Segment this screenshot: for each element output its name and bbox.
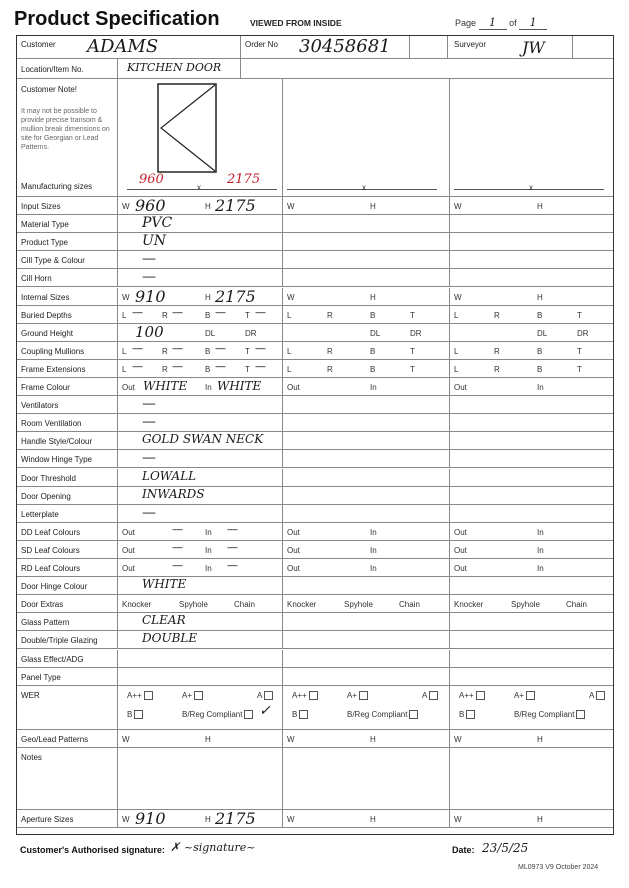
in-label: In (205, 545, 212, 555)
row-label: Ventilators (21, 401, 59, 411)
buried-dash[interactable]: — (255, 305, 266, 319)
h-label: H (370, 814, 376, 824)
row-value[interactable]: LOWALL (142, 468, 197, 483)
b-label: B (370, 364, 376, 374)
w-label: W (454, 734, 462, 744)
input-height[interactable]: 2175 (215, 196, 256, 215)
row-value[interactable]: PVC (142, 215, 173, 232)
leaf-out-dash[interactable]: — (172, 559, 183, 572)
b-label: B (205, 310, 211, 320)
t-label: T (245, 364, 250, 374)
h-label: H (205, 202, 211, 211)
r-label: R (494, 364, 500, 374)
form-row (17, 360, 613, 378)
out-label: Out (287, 564, 300, 573)
l-label: L (287, 310, 292, 320)
in-label: In (537, 545, 544, 555)
wer-app[interactable]: A++ (459, 691, 485, 700)
out-label: Out (122, 545, 135, 555)
row-label: Cill Type & Colour (21, 256, 85, 266)
frame_ext-dash[interactable]: — (172, 359, 183, 373)
out-label: Out (122, 527, 135, 537)
in-label: In (537, 527, 544, 537)
out-label: Out (122, 383, 135, 392)
in-label: In (370, 545, 377, 555)
wer-breg[interactable]: B/Reg Compliant (182, 710, 253, 719)
row-value[interactable]: — (142, 414, 156, 431)
w-label: W (287, 202, 295, 211)
form-row (17, 650, 613, 668)
viewed-from-label: VIEWED FROM INSIDE (250, 18, 342, 28)
form-row (17, 730, 613, 748)
chain-label: Chain (566, 600, 587, 610)
form-row (17, 432, 613, 450)
row-label: Glass Pattern (21, 618, 70, 628)
leaf-in-dash[interactable]: — (227, 522, 238, 536)
dl-label: DL (537, 328, 548, 338)
h-label: H (537, 814, 543, 824)
row-label: Letterplate (21, 509, 59, 519)
signature-label: Customer's Authorised signature: (20, 845, 165, 855)
h-label: H (205, 814, 211, 824)
frame-in-colour[interactable]: WHITE (217, 379, 262, 393)
form-row (17, 450, 613, 468)
h-label: H (370, 292, 376, 302)
r-label: R (494, 310, 500, 320)
form-row (17, 378, 613, 396)
form-row (17, 306, 613, 324)
l-label: L (454, 310, 459, 320)
wer-app[interactable]: A++ (292, 691, 318, 700)
b-label: B (537, 346, 543, 356)
r-label: R (494, 346, 500, 356)
form-row (17, 748, 613, 810)
in-label: In (370, 527, 377, 537)
row-label: Panel Type (21, 672, 61, 682)
dr-label: DR (577, 328, 589, 338)
l-label: L (287, 364, 292, 374)
h-label: H (537, 292, 543, 302)
b-label: B (537, 310, 543, 320)
wer-a[interactable]: A (257, 691, 273, 700)
dr-label: DR (410, 328, 422, 338)
form-row (17, 197, 613, 215)
form-row (17, 251, 613, 269)
w-label: W (287, 814, 295, 824)
ground-height-value[interactable]: 100 (135, 322, 164, 341)
row-value[interactable]: UN (142, 233, 167, 250)
row-value[interactable]: CLEAR (142, 613, 186, 628)
r-label: R (327, 346, 333, 356)
out-label: Out (454, 527, 467, 537)
b-label: B (370, 346, 376, 356)
h-label: H (537, 202, 543, 211)
spyhole-label: Spyhole (344, 600, 373, 610)
row-value[interactable]: — (142, 251, 156, 268)
t-label: T (245, 346, 250, 356)
page-no: 1 (479, 16, 507, 30)
leaf-out-dash[interactable]: — (172, 540, 183, 554)
spyhole-label: Spyhole (511, 600, 540, 610)
buried-dash[interactable]: — (132, 305, 143, 319)
r-label: R (327, 310, 333, 320)
buried-dash[interactable]: — (215, 305, 226, 319)
knocker-label: Knocker (122, 600, 152, 610)
frame_ext-dash[interactable]: — (132, 359, 143, 373)
in-label: In (370, 383, 377, 392)
b-label: B (370, 310, 376, 320)
w-label: W (454, 814, 462, 824)
buried-dash[interactable]: — (172, 305, 183, 319)
form-row (17, 541, 613, 559)
row-label: Double/Triple Glazing (21, 636, 98, 646)
row-label: Door Extras (21, 600, 64, 610)
form-row (17, 559, 613, 577)
form-row (17, 505, 613, 523)
leaf-out-dash[interactable]: — (172, 522, 183, 536)
internal-width[interactable]: 910 (135, 286, 166, 306)
form-row (17, 342, 613, 360)
t-label: T (577, 364, 582, 374)
t-label: T (410, 310, 415, 320)
door-opening-diagram (157, 83, 219, 175)
in-label: In (370, 564, 377, 573)
r-label: R (162, 364, 168, 374)
wer-app[interactable]: A++ (127, 691, 153, 700)
l-label: L (122, 310, 127, 320)
b-label: B (205, 364, 211, 374)
knocker-label: Knocker (454, 600, 484, 610)
spyhole-label: Spyhole (179, 600, 208, 610)
page-number (455, 16, 547, 30)
coupling-dash[interactable]: — (172, 341, 183, 355)
wer-ap[interactable]: A+ (514, 691, 535, 700)
surveyor-value[interactable]: JW (522, 38, 545, 57)
dl-label: DL (205, 328, 216, 338)
order-label: Order No (245, 40, 278, 49)
in-label: In (205, 564, 212, 573)
form-row (17, 810, 613, 828)
form-row (17, 288, 613, 306)
customer-value[interactable]: ADAMS (87, 36, 159, 57)
row-label: Coupling Mullions (21, 346, 85, 356)
form-row (17, 469, 613, 487)
r-label: R (162, 346, 168, 356)
form-row (17, 215, 613, 233)
mfg-label: Manufacturing sizes (21, 182, 93, 191)
row-value[interactable]: INWARDS (142, 486, 205, 501)
wer-ap[interactable]: A+ (182, 691, 203, 700)
location-label: Location/Item No. (21, 65, 84, 74)
in-label: In (205, 527, 212, 537)
surveyor-label: Surveyor (454, 40, 487, 49)
t-label: T (245, 310, 250, 320)
page-total: 1 (519, 16, 547, 30)
out-label: Out (122, 564, 135, 573)
form-row (17, 577, 613, 595)
out-label: Out (287, 527, 300, 537)
t-label: T (577, 310, 582, 320)
w-label: W (287, 734, 295, 744)
in-label: In (205, 383, 212, 392)
wer-b[interactable]: B (292, 710, 308, 719)
leaf-in-dash[interactable]: — (227, 559, 238, 572)
row-value[interactable]: — (142, 269, 156, 286)
customer-signature: ✗ ~signature~ (170, 840, 256, 854)
location-value[interactable]: KITCHEN DOOR (127, 61, 222, 74)
row-label: Frame Extensions (21, 364, 86, 374)
in-label: In (537, 383, 544, 392)
row-label: Window Hinge Type (21, 455, 92, 465)
wer-a[interactable]: A (589, 691, 605, 700)
row-label: Cill Horn (21, 274, 52, 284)
customer-note-text: It may not be possible to provide precise transom & mullion break dimensions on site for Georgian or Lead Patterns. (21, 108, 110, 151)
w-label: W (122, 292, 130, 302)
knocker-label: Knocker (287, 600, 317, 610)
of-label: of (509, 18, 517, 28)
order-value[interactable]: 30458681 (299, 36, 391, 57)
w-label: W (454, 202, 462, 211)
coupling-dash[interactable]: — (255, 341, 266, 355)
frame_ext-dash[interactable]: — (215, 359, 226, 373)
out-label: Out (454, 564, 467, 573)
l-label: L (454, 364, 459, 374)
l-label: L (454, 346, 459, 356)
dl-label: DL (370, 328, 381, 338)
leaf-in-dash[interactable]: — (227, 540, 238, 554)
r-label: R (327, 364, 333, 374)
wer-breg[interactable]: B/Reg Compliant (514, 710, 585, 719)
row-label: Door Threshold (21, 473, 76, 483)
coupling-dash[interactable]: — (215, 341, 226, 355)
date-value[interactable]: 23/5/25 (482, 841, 529, 855)
mfg-x: x (197, 183, 201, 192)
t-label: T (577, 346, 582, 356)
mfg-width[interactable]: 960 (139, 172, 164, 187)
row-value[interactable]: WHITE (142, 577, 187, 592)
date-label: Date: (452, 845, 475, 855)
t-label: T (410, 364, 415, 374)
form-row (17, 668, 613, 686)
location-row (17, 59, 613, 79)
form-row (17, 414, 613, 432)
internal-height[interactable]: 2175 (215, 286, 256, 306)
row-label: Buried Depths (21, 310, 72, 320)
h-label: H (370, 734, 376, 744)
wer-b[interactable]: B (459, 710, 475, 719)
row-value[interactable]: — (142, 396, 156, 413)
customer-note-label: Customer Note! (21, 85, 78, 94)
frame_ext-dash[interactable]: — (255, 359, 266, 373)
mfg-height[interactable]: 2175 (227, 172, 261, 187)
h-label: H (205, 292, 211, 302)
w-label: W (122, 734, 130, 744)
mfg-sizes-row: Manufacturing sizes 960 x 2175 x x (17, 169, 613, 197)
chain-label: Chain (399, 600, 420, 610)
row-label: Input Sizes (21, 202, 61, 211)
breg-tick[interactable]: ✓ (259, 702, 271, 719)
w-label: W (454, 292, 462, 302)
aperture-height[interactable]: 2175 (215, 808, 256, 828)
form-row (17, 324, 613, 342)
out-label: Out (287, 545, 300, 555)
coupling-dash[interactable]: — (132, 341, 143, 355)
row-value[interactable]: — (142, 450, 156, 467)
in-label: In (537, 564, 544, 573)
b-label: B (205, 346, 211, 356)
l-label: L (122, 364, 127, 374)
l-label: L (287, 346, 292, 356)
row-label: Geo/Lead Patterns (21, 734, 89, 744)
row-value[interactable]: GOLD SWAN NECK (142, 432, 264, 447)
form-row (17, 487, 613, 505)
page-label: Page (455, 18, 477, 28)
form-row (17, 613, 613, 631)
row-label: WER (21, 690, 40, 700)
out-label: Out (454, 383, 467, 392)
row-label: DD Leaf Colours (21, 527, 81, 537)
customer-label: Customer (21, 40, 56, 49)
wer-a[interactable]: A (422, 691, 438, 700)
h-label: H (370, 202, 376, 211)
h-label: H (537, 734, 543, 744)
form-row (17, 595, 613, 613)
out-label: Out (454, 545, 467, 555)
row-label: Internal Sizes (21, 292, 70, 302)
aperture-width[interactable]: 910 (135, 808, 166, 828)
row-label: Handle Style/Colour (21, 437, 93, 447)
row-label: Frame Colour (21, 383, 70, 392)
b-label: B (537, 364, 543, 374)
w-label: W (122, 202, 130, 211)
row-label: Product Type (21, 238, 68, 248)
dr-label: DR (245, 328, 257, 338)
out-label: Out (287, 383, 300, 392)
form-version: ML0973 V9 October 2024 (518, 864, 599, 871)
row-label: Room Ventilation (21, 419, 82, 429)
form-row (17, 523, 613, 541)
row-label: Material Type (21, 220, 69, 230)
row-label: Notes (21, 752, 42, 762)
l-label: L (122, 346, 127, 356)
row-label: Door Opening (21, 491, 71, 501)
row-label: Ground Height (21, 328, 74, 338)
form-row (17, 269, 613, 287)
form-row (17, 233, 613, 251)
input-width[interactable]: 960 (135, 196, 166, 215)
h-label: H (205, 734, 211, 744)
page-title: Product Specification (14, 8, 220, 30)
row-label: Aperture Sizes (21, 814, 74, 824)
row-value[interactable]: — (142, 504, 156, 521)
w-label: W (287, 292, 295, 302)
form-row (17, 396, 613, 414)
wer-b[interactable]: B (127, 710, 143, 719)
chain-label: Chain (234, 600, 255, 610)
row-label: SD Leaf Colours (21, 545, 80, 555)
form-row (17, 686, 613, 730)
row-label: Door Hinge Colour (21, 582, 88, 592)
row-value[interactable]: DOUBLE (142, 631, 198, 646)
t-label: T (410, 346, 415, 356)
form-row (17, 631, 613, 649)
wer-ap[interactable]: A+ (347, 691, 368, 700)
wer-breg[interactable]: B/Reg Compliant (347, 710, 418, 719)
row-label: Glass Effect/ADG (21, 654, 84, 664)
frame-out-colour[interactable]: WHITE (143, 379, 188, 393)
spec-form (16, 35, 614, 835)
customer-row (17, 36, 613, 59)
r-label: R (162, 310, 168, 320)
w-label: W (122, 814, 130, 824)
row-label: RD Leaf Colours (21, 564, 81, 573)
